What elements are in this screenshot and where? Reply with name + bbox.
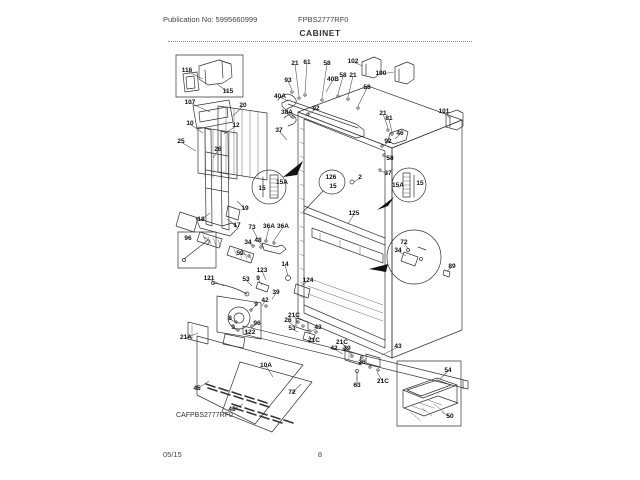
- part-callout-43: 43: [394, 342, 402, 350]
- part-callout-43: 43: [314, 323, 322, 331]
- part-callout-96: 96: [184, 234, 192, 242]
- part-callout-72: 72: [288, 388, 296, 396]
- part-callout-36A: 36A: [277, 222, 289, 230]
- part-callout-26: 26: [214, 145, 222, 153]
- part-callout-40B: 40B: [327, 75, 339, 83]
- part-callout-14: 14: [281, 260, 289, 268]
- part-callout-21C: 21C: [336, 338, 348, 346]
- part-callout-18: 18: [197, 215, 205, 223]
- part-callout-42: 42: [261, 296, 269, 304]
- part-callout-53: 53: [242, 275, 250, 283]
- part-callout-96: 96: [253, 319, 261, 327]
- part-callout-17: 17: [233, 221, 241, 229]
- part-callout-63: 63: [353, 381, 361, 389]
- part-callout-59: 59: [236, 249, 244, 257]
- part-callout-21C: 21C: [308, 336, 320, 344]
- page-title: CABINET: [299, 28, 341, 38]
- part-callout-15A: 15A: [276, 178, 288, 186]
- part-callout-81: 81: [385, 114, 393, 122]
- part-callout-102: 102: [347, 57, 359, 65]
- part-callout-10: 10: [186, 119, 194, 127]
- part-callout-26: 26: [358, 358, 366, 366]
- part-callout-122: 122: [244, 328, 256, 336]
- part-callout-37: 37: [384, 169, 392, 177]
- part-callout-121: 121: [203, 274, 215, 282]
- part-callout-125: 125: [348, 209, 360, 217]
- part-callout-58: 58: [386, 154, 394, 162]
- part-callout-42: 42: [330, 344, 338, 352]
- part-callout-21: 21: [291, 59, 299, 67]
- part-callout-124: 124: [302, 276, 314, 284]
- part-callout-26: 26: [284, 316, 292, 324]
- part-callout-45: 45: [228, 405, 236, 413]
- diagram-code-label: CAFPBS2777RF0: [176, 412, 233, 419]
- part-callout-101: 101: [438, 107, 450, 115]
- part-callout-39: 39: [343, 344, 351, 352]
- part-callout-9: 9: [256, 274, 260, 282]
- part-callout-46: 46: [396, 129, 404, 137]
- part-callout-50: 50: [446, 412, 454, 420]
- part-callout-9: 9: [254, 300, 258, 308]
- part-callout-21: 21: [349, 71, 357, 79]
- footer-date: 05/15: [163, 450, 182, 459]
- part-callout-21C: 21C: [377, 377, 389, 385]
- part-callout-92: 92: [312, 104, 320, 112]
- part-callout-40A: 40A: [274, 92, 286, 100]
- footer-page-number: 8: [317, 450, 323, 459]
- part-callout-92: 92: [384, 137, 392, 145]
- part-callout-107: 107: [184, 98, 196, 106]
- part-callout-34: 34: [244, 238, 252, 246]
- publication-number: Publication No: 5995660999: [163, 15, 258, 24]
- part-callout-115: 115: [222, 87, 234, 95]
- part-callout-19: 19: [241, 204, 249, 212]
- part-callout-58: 58: [339, 71, 347, 79]
- part-callout-38A: 38A: [281, 108, 293, 116]
- part-callout-2: 2: [358, 173, 362, 181]
- part-callout-15: 15: [258, 184, 266, 192]
- part-callout-123: 123: [256, 266, 268, 274]
- part-callout-53: 53: [288, 324, 296, 332]
- part-callout-58: 58: [323, 59, 331, 67]
- part-callout-21C: 21C: [288, 311, 300, 319]
- part-callout-100: 100: [375, 69, 387, 77]
- part-callout-48: 48: [254, 236, 262, 244]
- part-callout-15: 15: [329, 182, 337, 190]
- part-callout-15: 15: [416, 179, 424, 187]
- part-callout-93: 93: [284, 76, 292, 84]
- part-callout-15A: 15A: [392, 181, 404, 189]
- part-callout-34: 34: [394, 246, 402, 254]
- part-callout-54: 54: [444, 366, 452, 374]
- part-callout-45: 45: [193, 384, 201, 392]
- part-callout-37: 37: [275, 126, 283, 134]
- part-callout-21: 21: [379, 109, 387, 117]
- model-number: FPBS2777RF0: [298, 15, 349, 24]
- part-callout-73: 73: [248, 223, 256, 231]
- part-callout-21A: 21A: [180, 333, 192, 341]
- part-callout-126: 126: [325, 173, 337, 181]
- part-callout-36A: 36A: [263, 222, 275, 230]
- part-callout-12: 12: [232, 121, 240, 129]
- part-callout-72: 72: [400, 238, 408, 246]
- part-callout-25: 25: [177, 137, 185, 145]
- part-callout-89: 89: [448, 262, 456, 270]
- part-callout-61: 61: [303, 58, 311, 66]
- part-callout-8: 8: [228, 314, 232, 322]
- part-callout-58: 58: [363, 83, 371, 91]
- part-callout-39: 39: [272, 288, 280, 296]
- part-callout-10A: 10A: [260, 361, 272, 369]
- part-callout-20: 20: [239, 101, 247, 109]
- part-callout-9: 9: [231, 323, 235, 331]
- part-callout-116: 116: [181, 66, 193, 74]
